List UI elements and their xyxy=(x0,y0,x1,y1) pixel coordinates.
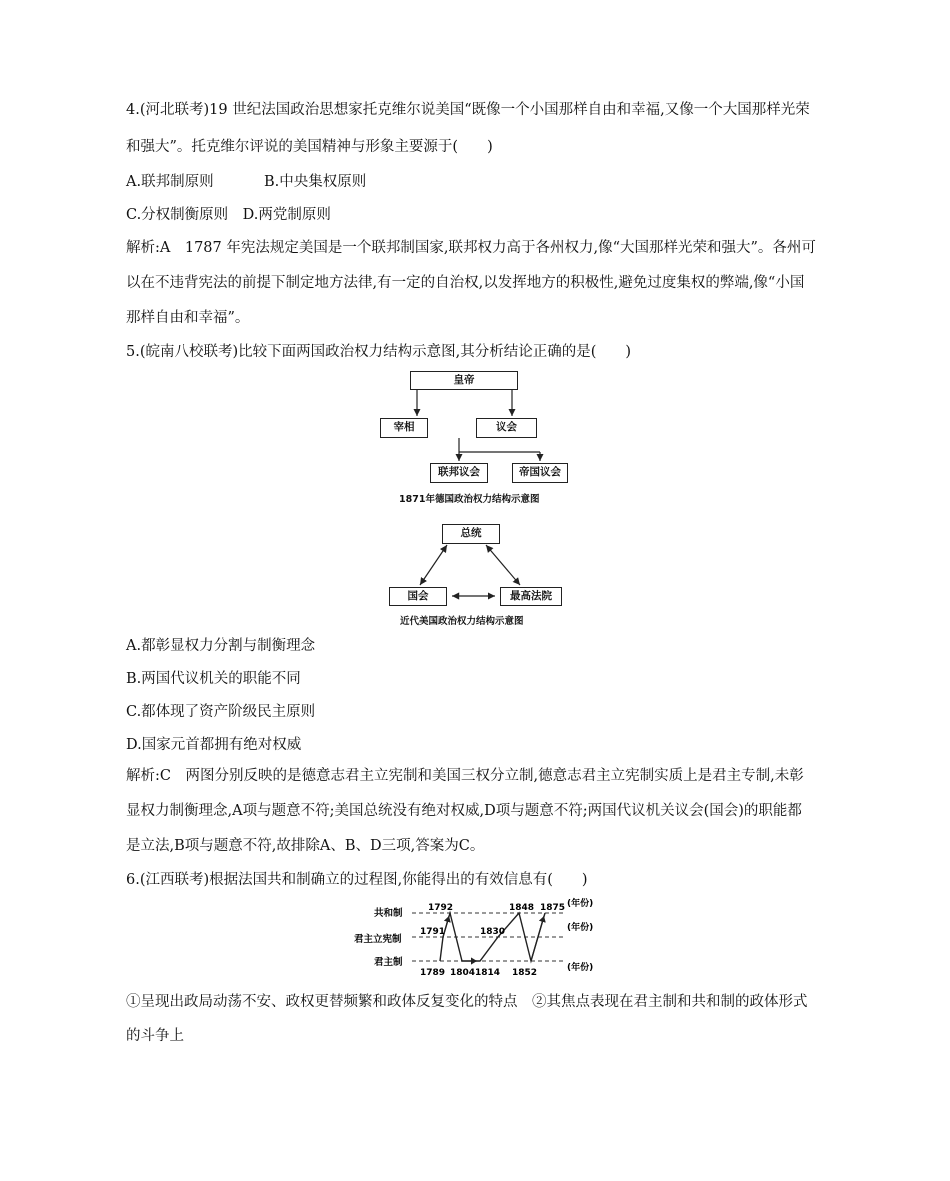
year-1804: 1804 xyxy=(450,968,476,978)
unit-label-republic: (年份) xyxy=(567,899,594,909)
box-president: 总统 xyxy=(442,524,500,544)
box-emperor: 皇帝 xyxy=(410,371,518,390)
year-1852: 1852 xyxy=(512,968,538,978)
box-chancellor: 宰相 xyxy=(380,418,428,438)
q5-stem: 5.(皖南八校联考)比较下面两国政治权力结构示意图,其分析结论正确的是( ) xyxy=(126,344,632,360)
q4-analysis-line3: 那样自由和幸福”。 xyxy=(126,310,250,326)
year-1814: 1814 xyxy=(475,968,501,978)
row-label-monarchy: 君主制 xyxy=(374,957,403,968)
year-1792: 1792 xyxy=(428,903,454,913)
year-1848: 1848 xyxy=(509,903,535,913)
q4-analysis-line1: 解析:A 1787 年宪法规定美国是一个联邦制国家,联邦权力高于各州权力,像“大国那样光荣和强大”。各州可 xyxy=(126,240,816,256)
q6-statement-line2: 的斗争上 xyxy=(126,1028,184,1044)
usa-diagram-caption: 近代美国政治权力结构示意图 xyxy=(400,616,524,627)
year-1791: 1791 xyxy=(420,927,446,937)
box-parliament: 议会 xyxy=(476,418,537,438)
germany-diagram-caption: 1871年德国政治权力结构示意图 xyxy=(399,494,540,505)
q5-analysis-line1: 解析:C 两图分别反映的是德意志君主立宪制和美国三权分立制,德意志君主立宪制实质上是君主专制,未彰 xyxy=(126,768,804,784)
row-label-constitutional: 君主立宪制 xyxy=(354,934,402,945)
box-imperial-diet: 帝国议会 xyxy=(512,463,568,483)
year-1830: 1830 xyxy=(480,927,506,937)
q4-option-b: B.中央集权原则 xyxy=(264,174,367,190)
box-supreme-court: 最高法院 xyxy=(500,587,562,606)
row-label-republic: 共和制 xyxy=(374,908,403,919)
box-federal-council: 联邦议会 xyxy=(430,463,488,483)
q5-option-b: B.两国代议机关的职能不同 xyxy=(126,671,301,687)
q4-stem-line2: 和强大”。托克维尔评说的美国精神与形象主要源于( ) xyxy=(126,139,493,155)
arrow-1852-1875 xyxy=(531,916,544,961)
q5-option-c: C.都体现了资产阶级民主原则 xyxy=(126,704,316,720)
q5-option-a: A.都彰显权力分割与制衡理念 xyxy=(126,638,316,654)
q5-analysis-line3: 是立法,B项与题意不符,故排除A、B、D三项,答案为C。 xyxy=(126,838,485,854)
q5-option-d: D.国家元首都拥有绝对权威 xyxy=(126,737,302,753)
q4-stem-line1: 4.(河北联考)19 世纪法国政治思想家托克维尔说美国“既像一个小国那样自由和幸福,又像一个大国那样光荣 xyxy=(126,102,810,118)
q6-stem: 6.(江西联考)根据法国共和制确立的过程图,你能得出的有效信息有( ) xyxy=(126,872,588,888)
q4-option-a: A.联邦制原则 xyxy=(126,174,214,190)
year-1875: 1875 xyxy=(540,903,566,913)
year-1789: 1789 xyxy=(420,968,446,978)
q6-statement-line1: ①呈现出政局动荡不安、政权更替频繁和政体反复变化的特点 ②其焦点表现在君主制和共和制的政体形式 xyxy=(126,994,808,1010)
box-congress: 国会 xyxy=(389,587,447,606)
unit-label-constitutional: (年份) xyxy=(567,923,594,933)
q5-analysis-line2: 显权力制衡理念,A项与题意不符;美国总统没有绝对权威,D项与题意不符;两国代议机关议会(国会)的职能都 xyxy=(126,803,802,819)
unit-label-monarchy: (年份) xyxy=(567,963,594,973)
q4-analysis-line2: 以在不违背宪法的前提下制定地方法律,有一定的自治权,以发挥地方的积极性,避免过度集权的弊端,像“小国 xyxy=(126,275,805,291)
q4-option-cd: C.分权制衡原则 D.两党制原则 xyxy=(126,207,331,223)
